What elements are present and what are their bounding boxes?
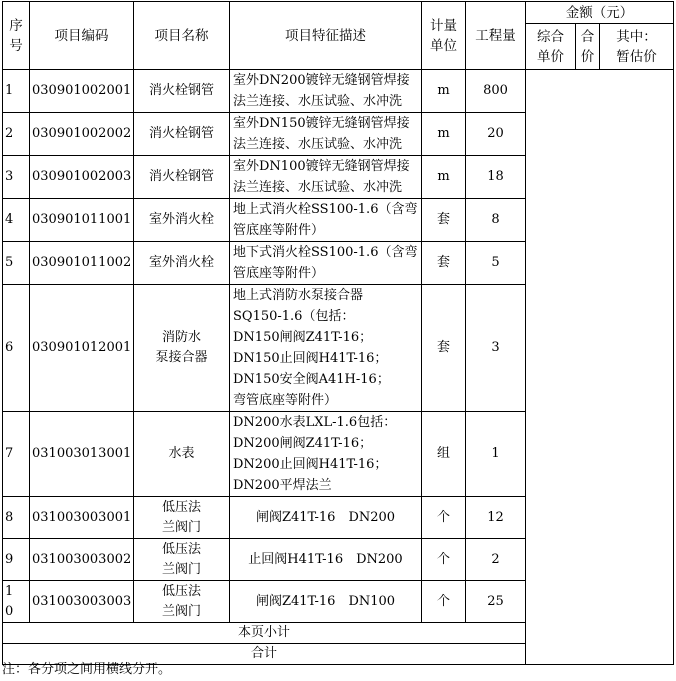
name-cell: 低压法 兰阀门	[134, 539, 230, 581]
name-cell: 低压法 兰阀门	[134, 581, 230, 623]
name-cell: 水表	[134, 412, 230, 497]
unit-cell: 组	[422, 412, 466, 497]
qty-cell: 3	[466, 285, 526, 412]
unit-header: 计量 单位	[422, 2, 466, 70]
unit-price-header: 综合 单价	[526, 24, 576, 70]
seq-cell: 2	[3, 113, 30, 156]
seq-cell: 6	[3, 285, 30, 412]
qty-cell: 5	[466, 242, 526, 285]
code-cell: 030901011001	[30, 199, 134, 242]
seq-cell: 1 0	[3, 581, 30, 623]
unit-cell: 个	[422, 497, 466, 539]
amount-header: 金额（元）	[526, 2, 674, 24]
name-header: 项目名称	[134, 2, 230, 70]
unit-cell: 套	[422, 242, 466, 285]
desc-cell: 地下式消火栓SS100-1.6（含弯 管底座等附件）	[230, 242, 422, 285]
name-cell: 室外消火栓	[134, 199, 230, 242]
qty-header: 工程量	[466, 2, 526, 70]
quantities-table	[2, 1, 674, 665]
header-row-1	[3, 2, 674, 24]
unit-cell: 套	[422, 285, 466, 412]
unit-cell: 套	[422, 199, 466, 242]
seq-cell: 3	[3, 156, 30, 199]
unit-cell: m	[422, 113, 466, 156]
name-cell: 消火栓钢管	[134, 113, 230, 156]
qty-cell: 20	[466, 113, 526, 156]
desc-cell: DN200水表LXL-1.6包括： DN200闸阀Z41T-16； DN200止回阀H41T-16； DN200平焊法兰	[230, 412, 422, 497]
desc-cell: 闸阀Z41T-16 DN100	[230, 581, 422, 623]
qty-cell: 25	[466, 581, 526, 623]
provisional-header: 其中： 暂估价	[600, 24, 674, 70]
amount-area	[526, 70, 674, 665]
seq-header: 序 号	[3, 2, 30, 70]
desc-cell: 闸阀Z41T-16 DN200	[230, 497, 422, 539]
qty-cell: 18	[466, 156, 526, 199]
name-cell: 消火栓钢管	[134, 156, 230, 199]
code-cell: 031003003003	[30, 581, 134, 623]
code-header: 项目编码	[30, 2, 134, 70]
desc-cell: 止回阀H41T-16 DN200	[230, 539, 422, 581]
desc-cell: 地上式消防水泵接合器 SQ150-1.6（包括： DN150闸阀Z41T-16； DN150止回阀H41T-16； DN150安全阀A41H-16； 弯管底座等附件）	[230, 285, 422, 412]
name-cell: 消火栓钢管	[134, 70, 230, 113]
seq-cell: 5	[3, 242, 30, 285]
grand-total-label: 合计	[3, 644, 526, 665]
code-cell: 031003013001	[30, 412, 134, 497]
desc-cell: 室外DN200镀锌无缝钢管焊接 法兰连接、水压试验、水冲洗	[230, 70, 422, 113]
code-cell: 030901012001	[30, 285, 134, 412]
table-row	[3, 70, 674, 113]
name-cell: 低压法 兰阀门	[134, 497, 230, 539]
qty-cell: 12	[466, 497, 526, 539]
name-cell: 消防水 泵接合器	[134, 285, 230, 412]
unit-cell: m	[422, 70, 466, 113]
code-cell: 030901002003	[30, 156, 134, 199]
desc-cell: 地上式消火栓SS100-1.6（含弯 管底座等附件）	[230, 199, 422, 242]
code-cell: 030901002001	[30, 70, 134, 113]
qty-cell: 800	[466, 70, 526, 113]
seq-cell: 8	[3, 497, 30, 539]
qty-cell: 2	[466, 539, 526, 581]
name-cell: 室外消火栓	[134, 242, 230, 285]
page-subtotal-label: 本页小计	[3, 623, 526, 644]
code-cell: 030901002002	[30, 113, 134, 156]
seq-cell: 9	[3, 539, 30, 581]
seq-cell: 1	[3, 70, 30, 113]
seq-cell: 7	[3, 412, 30, 497]
qty-cell: 1	[466, 412, 526, 497]
desc-cell: 室外DN100镀锌无缝钢管焊接 法兰连接、水压试验、水冲洗	[230, 156, 422, 199]
unit-cell: m	[422, 156, 466, 199]
total-header: 合 价	[576, 24, 600, 70]
footnote: 注：各分项之间用横线分开。	[2, 662, 172, 677]
seq-cell: 4	[3, 199, 30, 242]
unit-cell: 个	[422, 539, 466, 581]
code-cell: 031003003002	[30, 539, 134, 581]
code-cell: 031003003001	[30, 497, 134, 539]
code-cell: 030901011002	[30, 242, 134, 285]
desc-cell: 室外DN150镀锌无缝钢管焊接 法兰连接、水压试验、水冲洗	[230, 113, 422, 156]
unit-cell: 个	[422, 581, 466, 623]
desc-header: 项目特征描述	[230, 2, 422, 70]
qty-cell: 8	[466, 199, 526, 242]
